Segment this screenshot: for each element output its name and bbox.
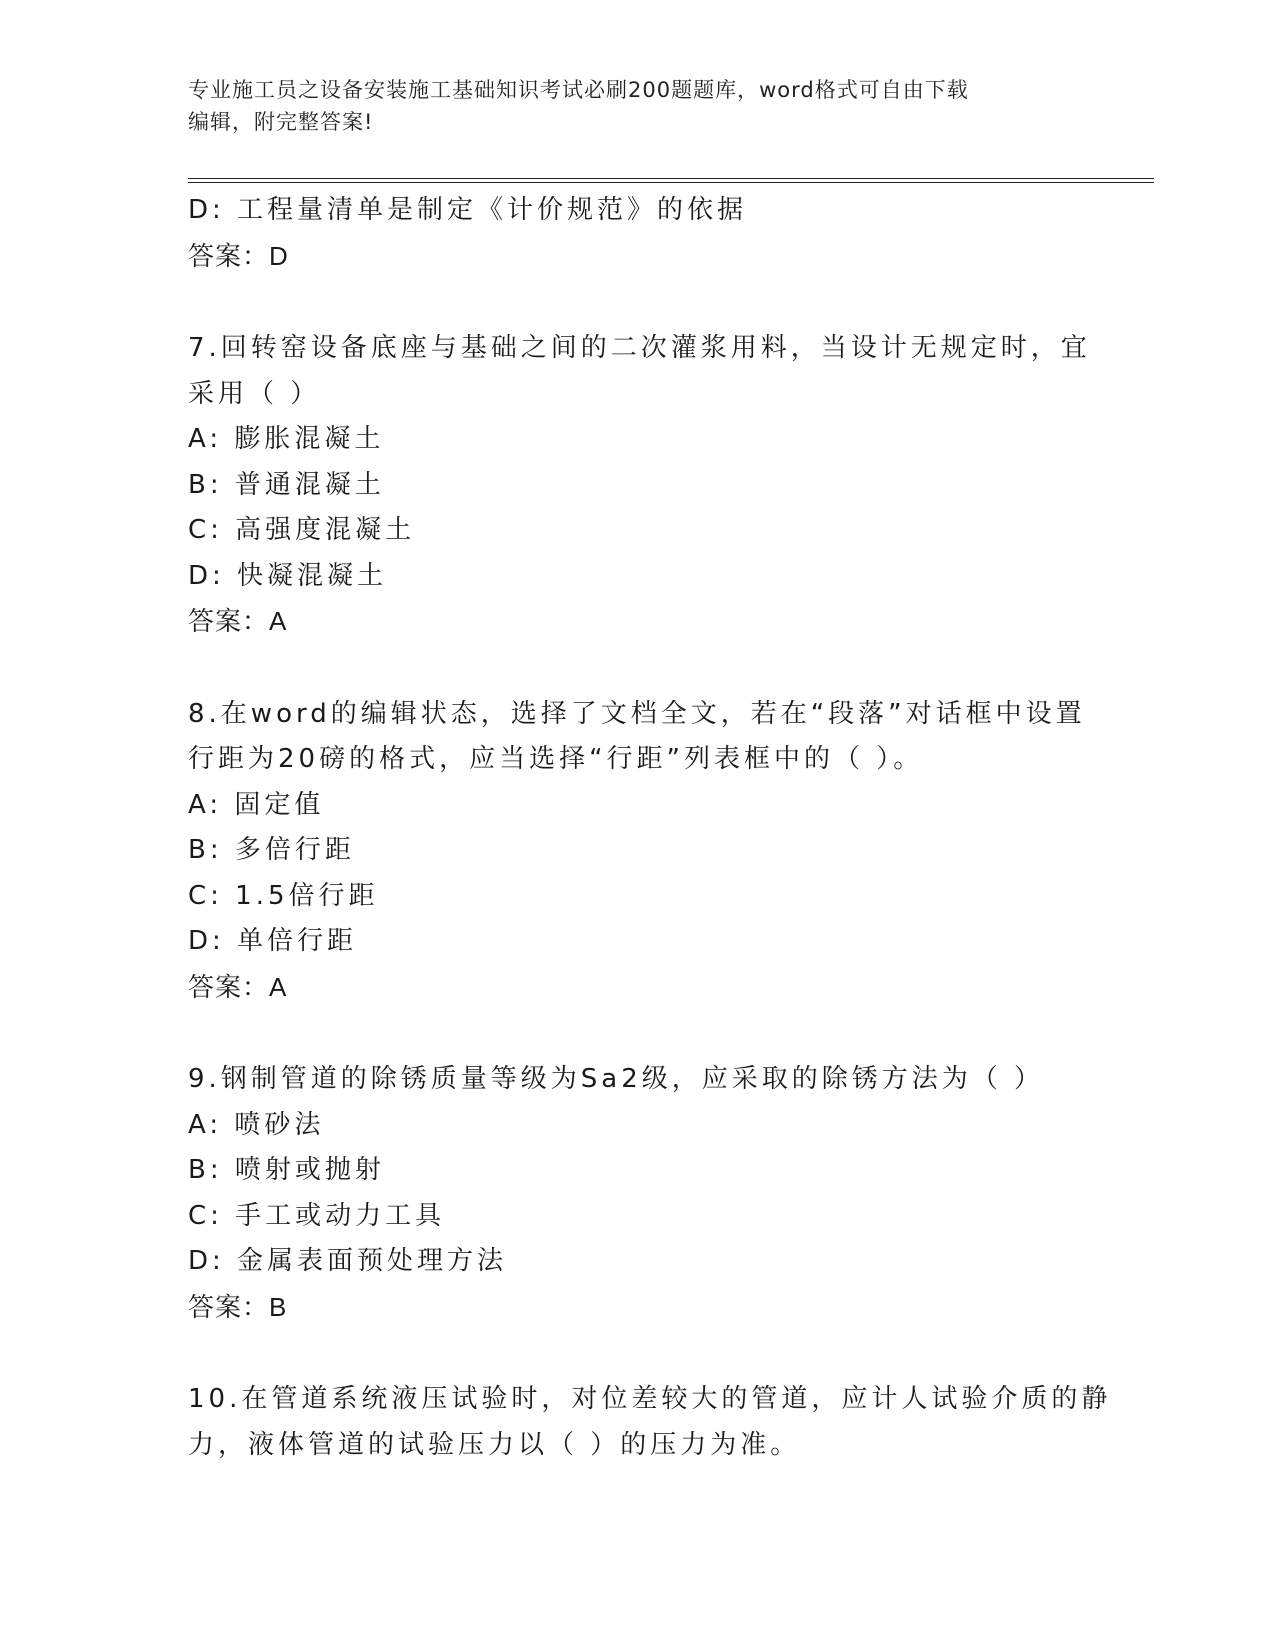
q9-option-b: B: 喷射或抛射 bbox=[188, 1155, 385, 1185]
question-8 bbox=[188, 692, 1088, 1011]
document-body bbox=[188, 188, 1112, 1468]
q6-option-d: D: 工程量清单是制定《计价规范》的依据 bbox=[188, 195, 748, 225]
q9-option-d: D: 金属表面预处理方法 bbox=[188, 1246, 508, 1276]
q8-answer: 答案：A bbox=[188, 971, 288, 1002]
q7-option-b: B: 普通混凝土 bbox=[188, 469, 385, 500]
q7-option-c: C: 高强度混凝土 bbox=[188, 515, 416, 545]
q7-stem-line-2: 采用（ ） bbox=[188, 378, 321, 409]
q8-stem-line-2: 行距为20磅的格式，应当选择“行距”列表框中的（ ）。 bbox=[188, 744, 924, 774]
question-10 bbox=[188, 1377, 1112, 1468]
header-divider bbox=[188, 178, 1154, 183]
q7-option-d: D: 快凝混凝土 bbox=[188, 560, 388, 591]
q6-answer: 答案：D bbox=[188, 240, 289, 271]
q9-answer: 答案：B bbox=[188, 1291, 288, 1322]
spacer bbox=[188, 645, 1088, 692]
question-9 bbox=[188, 1057, 1088, 1330]
spacer bbox=[188, 279, 1088, 326]
q10-stem-line-2: 力，液体管道的试验压力以（ ）的压力为准。 bbox=[188, 1429, 801, 1460]
q9-option-a: A: 喷砂法 bbox=[188, 1109, 325, 1140]
q8-stem-line-1: 8.在word的编辑状态，选择了文档全文，若在“段落”对话框中设置 bbox=[188, 698, 1086, 729]
q7-stem-line-1: 7.回转窑设备底座与基础之间的二次灌浆用料，当设计无规定时，宜 bbox=[188, 333, 1091, 363]
header-title-line-1: 专业施工员之设备安装施工基础知识考试必刷200题题库，word格式可自由下载 bbox=[188, 78, 969, 102]
q10-stem-line-1: 10.在管道系统液压试验时，对位差较大的管道，应计人试验介质的静 bbox=[188, 1384, 1112, 1414]
q8-option-b: B: 多倍行距 bbox=[188, 835, 355, 865]
q8-option-c: C: 1.5倍行距 bbox=[188, 880, 379, 911]
q7-answer: 答案：A bbox=[188, 606, 288, 636]
q8-option-d: D: 单倍行距 bbox=[188, 926, 358, 956]
spacer bbox=[188, 1330, 1088, 1377]
header-title-line-2: 编辑，附完整答案! bbox=[188, 110, 374, 134]
q7-option-a: A: 膨胀混凝土 bbox=[188, 424, 385, 454]
q9-option-c: C: 手工或动力工具 bbox=[188, 1200, 446, 1231]
spacer bbox=[188, 1010, 1088, 1057]
q9-stem-line-1: 9.钢制管道的除锈质量等级为Sa2级，应采取的除锈方法为（ ） bbox=[188, 1064, 1045, 1094]
document-header bbox=[188, 74, 1088, 138]
q8-option-a: A: 固定值 bbox=[188, 789, 325, 820]
question-7 bbox=[188, 326, 1091, 645]
